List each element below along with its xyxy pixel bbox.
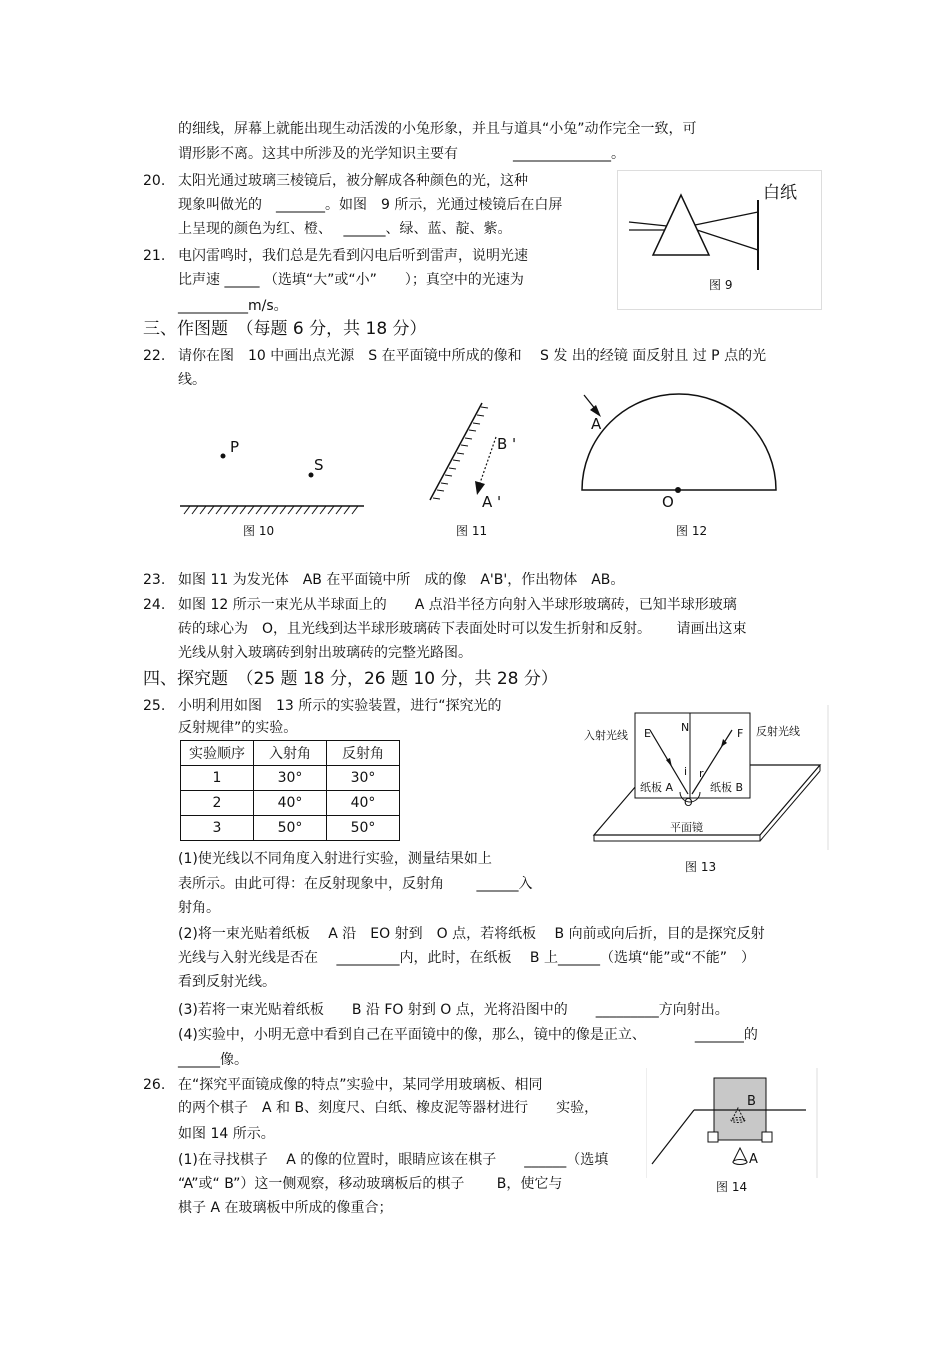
experiment-table [180, 740, 400, 841]
text-line: 反射规律”的实验。 [178, 720, 298, 736]
table-header: 实验顺序 [181, 741, 254, 766]
table-cell: 50° [254, 816, 327, 841]
mirror-imaging-diagram [646, 1068, 818, 1178]
answer-blank: ______________。 [513, 146, 625, 162]
figure-10 [178, 430, 368, 540]
screen-label: 白纸 [763, 183, 797, 203]
table-cell: 30° [254, 766, 327, 791]
point-label-o: O [684, 796, 693, 809]
mirror-label: 平面镜 [670, 821, 703, 834]
table-header-row [181, 741, 400, 766]
text-line: 看到反射光线。 [178, 974, 276, 990]
mirror-image-diagram [420, 395, 530, 515]
text-line: 砖的球心为 O，且光线到达半球形玻璃砖下表面处时可以发生折射和反射。 请画出这束 [178, 621, 747, 637]
text-line: 光线与入射光线是否在 _________内，此时，在纸板 B 上______（选填“能”或“不能” ） [178, 950, 755, 966]
text-line: 的细线，屏幕上就能出现生动活泼的小兔形象，并且与道具“小兔”动作完全一致，可 [178, 121, 697, 137]
table-header: 入射角 [254, 741, 327, 766]
figure-14 [646, 1068, 818, 1200]
text-line: 小明利用如图 13 所示的实验装置，进行“探究光的 [178, 698, 502, 714]
table-cell: 50° [327, 816, 400, 841]
figure-caption: 图 14 [716, 1180, 748, 1194]
text-line: 光线从射入玻璃砖到射出玻璃砖的完整光路图。 [178, 645, 472, 661]
text-line: 请你在图 10 中画出点光源 S 在平面镜中所成的像和 S 发 出的经镜 面反射且 过 P 点的光 [178, 348, 767, 364]
text-line: 电闪雷鸣时，我们总是先看到闪电后听到雷声，说明光速 [178, 248, 528, 264]
point-label-s: S [314, 456, 324, 474]
figure-11 [420, 395, 530, 540]
point-label-f: F [737, 727, 744, 740]
question-number: 23. [143, 572, 166, 588]
text-line: (1)在寻找棋子 A 的像的位置时，眼睛应该在棋子 ______（选填 [178, 1152, 609, 1168]
text-line: (3)若将一束光贴着纸板 B 沿 FO 射到 O 点，光将沿图中的 _________方向射出。 [178, 1002, 729, 1018]
normal-label-n: N [681, 721, 690, 734]
point-label-b-prime: B ' [497, 435, 517, 453]
text-line: 的两个棋子 A 和 B、刻度尺、白纸、橡皮泥等器材进行 实验， [178, 1100, 599, 1116]
point-label-o: O [662, 493, 674, 511]
text-line: (4)实验中，小明无意中看到自己在平面镜中的像，那么，镜中的像是正立、 _______的 [178, 1027, 758, 1043]
section-heading: 四、探究题 （25 题 18 分，26 题 10 分，共 28 分） [143, 669, 558, 689]
board-a-label: 纸板 A [640, 781, 674, 794]
table-cell: 30° [327, 766, 400, 791]
text-line: 如图 11 为发光体 AB 在平面镜中所 成的像 A'B'，作出物体 AB。 [178, 572, 625, 588]
angle-label-r: r [699, 767, 704, 780]
table-cell: 1 [181, 766, 254, 791]
table-header: 反射角 [327, 741, 400, 766]
point-label-p: P [230, 438, 240, 456]
text-line: 比声速 _____ （选填“大”或“小” ）；真空中的光速为 [178, 272, 524, 288]
question-number: 26. [143, 1077, 166, 1093]
text-line: ______像。 [178, 1052, 248, 1068]
figure-caption: 图 12 [676, 524, 708, 538]
text-line: 上呈现的颜色为红、橙、 ______、绿、蓝、靛、紫。 [178, 221, 512, 237]
figure-9 [617, 170, 822, 310]
piece-label-b: B [747, 1094, 756, 1109]
table-cell: 2 [181, 791, 254, 816]
question-number: 25. [143, 698, 166, 714]
reflected-ray-label: 反射光线 [756, 725, 800, 738]
figure-caption: 图 13 [685, 860, 717, 874]
text-line: 太阳光通过玻璃三棱镜后，被分解成各种颜色的光，这种 [178, 173, 528, 189]
angle-label-i: i [684, 765, 688, 778]
table-row [181, 766, 400, 791]
table-row [181, 816, 400, 841]
text-line: 在“探究平面镜成像的特点”实验中，某同学用玻璃板、相同 [178, 1077, 543, 1093]
text-line: 棋子 A 在玻璃板中所成的像重合； [178, 1200, 393, 1216]
table-cell: 40° [327, 791, 400, 816]
table-cell: 3 [181, 816, 254, 841]
piece-label-a: A [749, 1152, 758, 1167]
point-label-a: A [591, 415, 602, 433]
text-line: 线。 [178, 372, 206, 388]
semicircle-glass-diagram [578, 390, 783, 510]
text-line: 如图 14 所示。 [178, 1126, 275, 1142]
text-line: 射角。 [178, 900, 220, 916]
text-line: 谓形影不离。这其中所涉及的光学知识主要有 [178, 146, 458, 162]
table-cell: 40° [254, 791, 327, 816]
question-number: 21. [143, 248, 166, 264]
point-label-a-prime: A ' [482, 493, 502, 511]
plane-mirror-diagram [178, 430, 368, 520]
board-b-label: 纸板 B [710, 781, 744, 794]
question-number: 22. [143, 348, 166, 364]
text-line: 现象叫做光的 _______。如图 9 所示，光通过棱镜后在白屏 [178, 197, 563, 213]
section-heading: 三、作图题 （每题 6 分，共 18 分） [143, 319, 427, 339]
text-line: __________m/s。 [178, 298, 288, 314]
text-line: (2)将一束光贴着纸板 A 沿 EO 射到 O 点，若将纸板 B 向前或向后折，目的是探究反射 [178, 926, 765, 942]
point-label-e: E [644, 727, 651, 740]
text-line: (1)使光线以不同角度入射进行实验，测量结果如上 [178, 851, 492, 867]
question-number: 20. [143, 173, 166, 189]
text-line: 如图 12 所示一束光从半球面上的 A 点沿半径方向射入半球形玻璃砖，已知半球形玻璃 [178, 597, 737, 613]
table-row [181, 791, 400, 816]
figure-caption: 图 11 [456, 524, 488, 538]
text-line: “A”或“ B”）这一侧观察，移动玻璃板后的棋子 B，使它与 [178, 1176, 563, 1192]
figure-caption: 图 10 [243, 524, 275, 538]
text-line: 表所示。由此可得：在反射现象中，反射角 ______入 [178, 876, 533, 892]
figure-caption: 图 9 [709, 278, 733, 292]
figure-12 [578, 390, 783, 540]
figure-13 [580, 705, 830, 885]
question-number: 24. [143, 597, 166, 613]
incident-ray-label: 入射光线 [584, 729, 628, 742]
